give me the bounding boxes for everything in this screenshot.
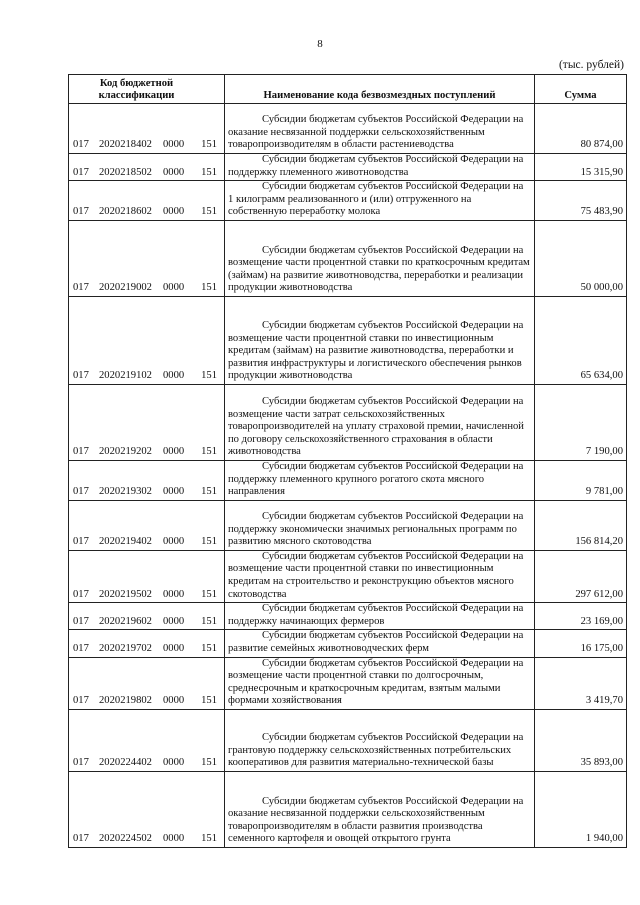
table-row [69, 500, 627, 550]
income-code: 2020219002 [99, 282, 152, 294]
kosgu-code: 151 [201, 486, 217, 498]
sum-cell: 15 315,90 [535, 154, 627, 181]
income-name-cell [225, 154, 535, 181]
table-row [69, 460, 627, 500]
kosgu-code: 151 [201, 370, 217, 382]
budget-code-cell [69, 603, 225, 630]
budget-code-cell [69, 220, 225, 296]
program-code: 0000 [163, 642, 185, 654]
header-code [69, 75, 225, 104]
program-code: 0000 [163, 536, 185, 548]
kosgu-code: 151 [201, 166, 217, 178]
kosgu-code: 151 [201, 757, 217, 769]
sum-cell: 23 169,00 [535, 603, 627, 630]
budget-code-cell [69, 296, 225, 384]
table-row [69, 181, 627, 221]
program-code: 0000 [163, 446, 185, 458]
income-name-cell [225, 709, 535, 771]
admin-code: 017 [73, 757, 89, 769]
table-row [69, 550, 627, 602]
program-code: 0000 [163, 206, 185, 218]
budget-code-cell [69, 460, 225, 500]
table-row [69, 771, 627, 847]
sum-cell: 156 814,20 [535, 500, 627, 550]
budget-code-cell [69, 709, 225, 771]
budget-code-cell [69, 104, 225, 154]
table-row [69, 104, 627, 154]
income-code: 2020219502 [99, 588, 152, 600]
kosgu-code: 151 [201, 615, 217, 627]
program-code: 0000 [163, 282, 185, 294]
admin-code: 017 [73, 536, 89, 548]
sum-cell: 7 190,00 [535, 384, 627, 460]
sum-cell: 1 940,00 [535, 771, 627, 847]
sum-cell: 16 175,00 [535, 630, 627, 657]
table-row [69, 603, 627, 630]
table-row [69, 630, 627, 657]
income-code: 2020218402 [99, 139, 152, 151]
income-name: Субсидии бюджетам субъектов Российской Федерации на поддержку племенного животноводства [228, 154, 524, 178]
income-name-cell [225, 220, 535, 296]
program-code: 0000 [163, 588, 185, 600]
admin-code: 017 [73, 615, 89, 627]
kosgu-code: 151 [201, 446, 217, 458]
admin-code: 017 [73, 486, 89, 498]
units-note: (тыс. рублей) [558, 59, 624, 71]
admin-code: 017 [73, 642, 89, 654]
income-code: 2020219602 [99, 615, 152, 627]
income-code: 2020219202 [99, 446, 152, 458]
budget-code-cell [69, 181, 225, 221]
sum-cell: 65 634,00 [535, 296, 627, 384]
income-name-cell [225, 657, 535, 709]
income-name: Субсидии бюджетам субъектов Российской Федерации на возмещение части процентной ставки по инвестиционным кредитам (займам) на развитие животноводства, переработки и развития инфраструктуры и логистического обеспечения рынков продукции животноводства [228, 320, 524, 382]
table-row [69, 657, 627, 709]
kosgu-code: 151 [201, 206, 217, 218]
income-code: 2020219402 [99, 536, 152, 548]
kosgu-code: 151 [201, 536, 217, 548]
income-name: Субсидии бюджетам субъектов Российской Федерации на грантовую поддержку сельскохозяйственных потребительских кооперативов для развития материально-технической базы [228, 732, 524, 769]
kosgu-code: 151 [201, 695, 217, 707]
header-name: Наименование кода безвозмездных поступлений [225, 75, 535, 104]
income-name: Субсидии бюджетам субъектов Российской Федерации на 1 килограмм реализованного и (или) отгруженного на собственную переработку молока [228, 181, 524, 218]
table-header-row [69, 75, 627, 104]
income-code: 2020218502 [99, 166, 152, 178]
income-name: Субсидии бюджетам субъектов Российской Федерации на поддержку племенного крупного рогатого скота мясного направления [228, 460, 524, 498]
budget-code-cell [69, 550, 225, 602]
budget-code-cell [69, 500, 225, 550]
table-row [69, 154, 627, 181]
income-code: 2020219102 [99, 370, 152, 382]
income-code: 2020218602 [99, 206, 152, 218]
income-name: Субсидии бюджетам субъектов Российской Федерации на возмещение части затрат сельскохозяйственных товаропроизводителей на уплату страховой премии, начисленной по договору сельскохозяйственного страхования в области животноводства [228, 396, 524, 458]
income-name-cell [225, 603, 535, 630]
header-code-line1: Код бюджетной [99, 77, 174, 89]
admin-code: 017 [73, 695, 89, 707]
kosgu-code: 151 [201, 833, 217, 845]
admin-code: 017 [73, 833, 89, 845]
admin-code: 017 [73, 446, 89, 458]
income-name: Субсидии бюджетам субъектов Российской Федерации на поддержку начинающих фермеров [228, 603, 524, 627]
program-code: 0000 [163, 757, 185, 769]
income-name-cell [225, 771, 535, 847]
program-code: 0000 [163, 695, 185, 707]
program-code: 0000 [163, 139, 185, 151]
income-code: 2020224502 [99, 833, 152, 845]
income-name: Субсидии бюджетам субъектов Российской Федерации на возмещение части процентной ставки по инвестиционным кредитам на строительство и реконструкцию объектов мясного скотоводства [228, 550, 524, 600]
budget-code-cell [69, 384, 225, 460]
income-name: Субсидии бюджетам субъектов Российской Федерации на развитие семейных животноводческих ферм [228, 630, 524, 654]
income-name-cell [225, 630, 535, 657]
sum-cell: 50 000,00 [535, 220, 627, 296]
table-row [69, 384, 627, 460]
admin-code: 017 [73, 370, 89, 382]
sum-cell: 35 893,00 [535, 709, 627, 771]
sum-cell: 80 874,00 [535, 104, 627, 154]
table-row [69, 709, 627, 771]
sum-cell: 75 483,90 [535, 181, 627, 221]
income-code: 2020224402 [99, 757, 152, 769]
header-sum: Сумма [535, 75, 627, 104]
budget-code-cell [69, 771, 225, 847]
admin-code: 017 [73, 139, 89, 151]
sum-cell: 9 781,00 [535, 460, 627, 500]
income-name: Субсидии бюджетам субъектов Российской Федерации на возмещение части процентной ставки по долгосрочным, среднесрочным и краткосрочным кредитам, взятым малыми формами хозяйствования [228, 657, 524, 707]
program-code: 0000 [163, 486, 185, 498]
income-name-cell [225, 104, 535, 154]
table-row [69, 220, 627, 296]
income-code: 2020219802 [99, 695, 152, 707]
income-name-cell [225, 384, 535, 460]
income-code: 2020219302 [99, 486, 152, 498]
admin-code: 017 [73, 588, 89, 600]
admin-code: 017 [73, 166, 89, 178]
budget-code-cell [69, 630, 225, 657]
kosgu-code: 151 [201, 588, 217, 600]
program-code: 0000 [163, 370, 185, 382]
income-name: Субсидии бюджетам субъектов Российской Федерации на поддержку экономически значимых региональных программ по развитию мясного скотоводства [228, 510, 524, 548]
program-code: 0000 [163, 615, 185, 627]
income-name: Субсидии бюджетам субъектов Российской Федерации на оказание несвязанной поддержки сельскохозяйственным товаропроизводителям в области развития производства семенного картофеля и овощей открытого грунта [228, 795, 524, 845]
header-code-line2: классификации [98, 90, 175, 102]
budget-code-cell [69, 154, 225, 181]
income-name-cell [225, 460, 535, 500]
kosgu-code: 151 [201, 139, 217, 151]
admin-code: 017 [73, 282, 89, 294]
sum-cell: 297 612,00 [535, 550, 627, 602]
income-name-cell [225, 296, 535, 384]
admin-code: 017 [73, 206, 89, 218]
income-code: 2020219702 [99, 642, 152, 654]
page-number: 8 [317, 38, 323, 50]
program-code: 0000 [163, 166, 185, 178]
kosgu-code: 151 [201, 642, 217, 654]
budget-table [68, 74, 627, 848]
income-name: Субсидии бюджетам субъектов Российской Федерации на оказание несвязанной поддержки сельскохозяйственным товаропроизводителям в области растениеводства [228, 114, 524, 151]
income-name-cell [225, 500, 535, 550]
income-name: Субсидии бюджетам субъектов Российской Федерации на возмещение части процентной ставки по краткосрочным кредитам (займам) на развитие животноводства, переработки и реализации продукции животноводства [228, 244, 530, 294]
kosgu-code: 151 [201, 282, 217, 294]
table-row [69, 296, 627, 384]
program-code: 0000 [163, 833, 185, 845]
income-name-cell [225, 181, 535, 221]
income-name-cell [225, 550, 535, 602]
sum-cell: 3 419,70 [535, 657, 627, 709]
budget-code-cell [69, 657, 225, 709]
